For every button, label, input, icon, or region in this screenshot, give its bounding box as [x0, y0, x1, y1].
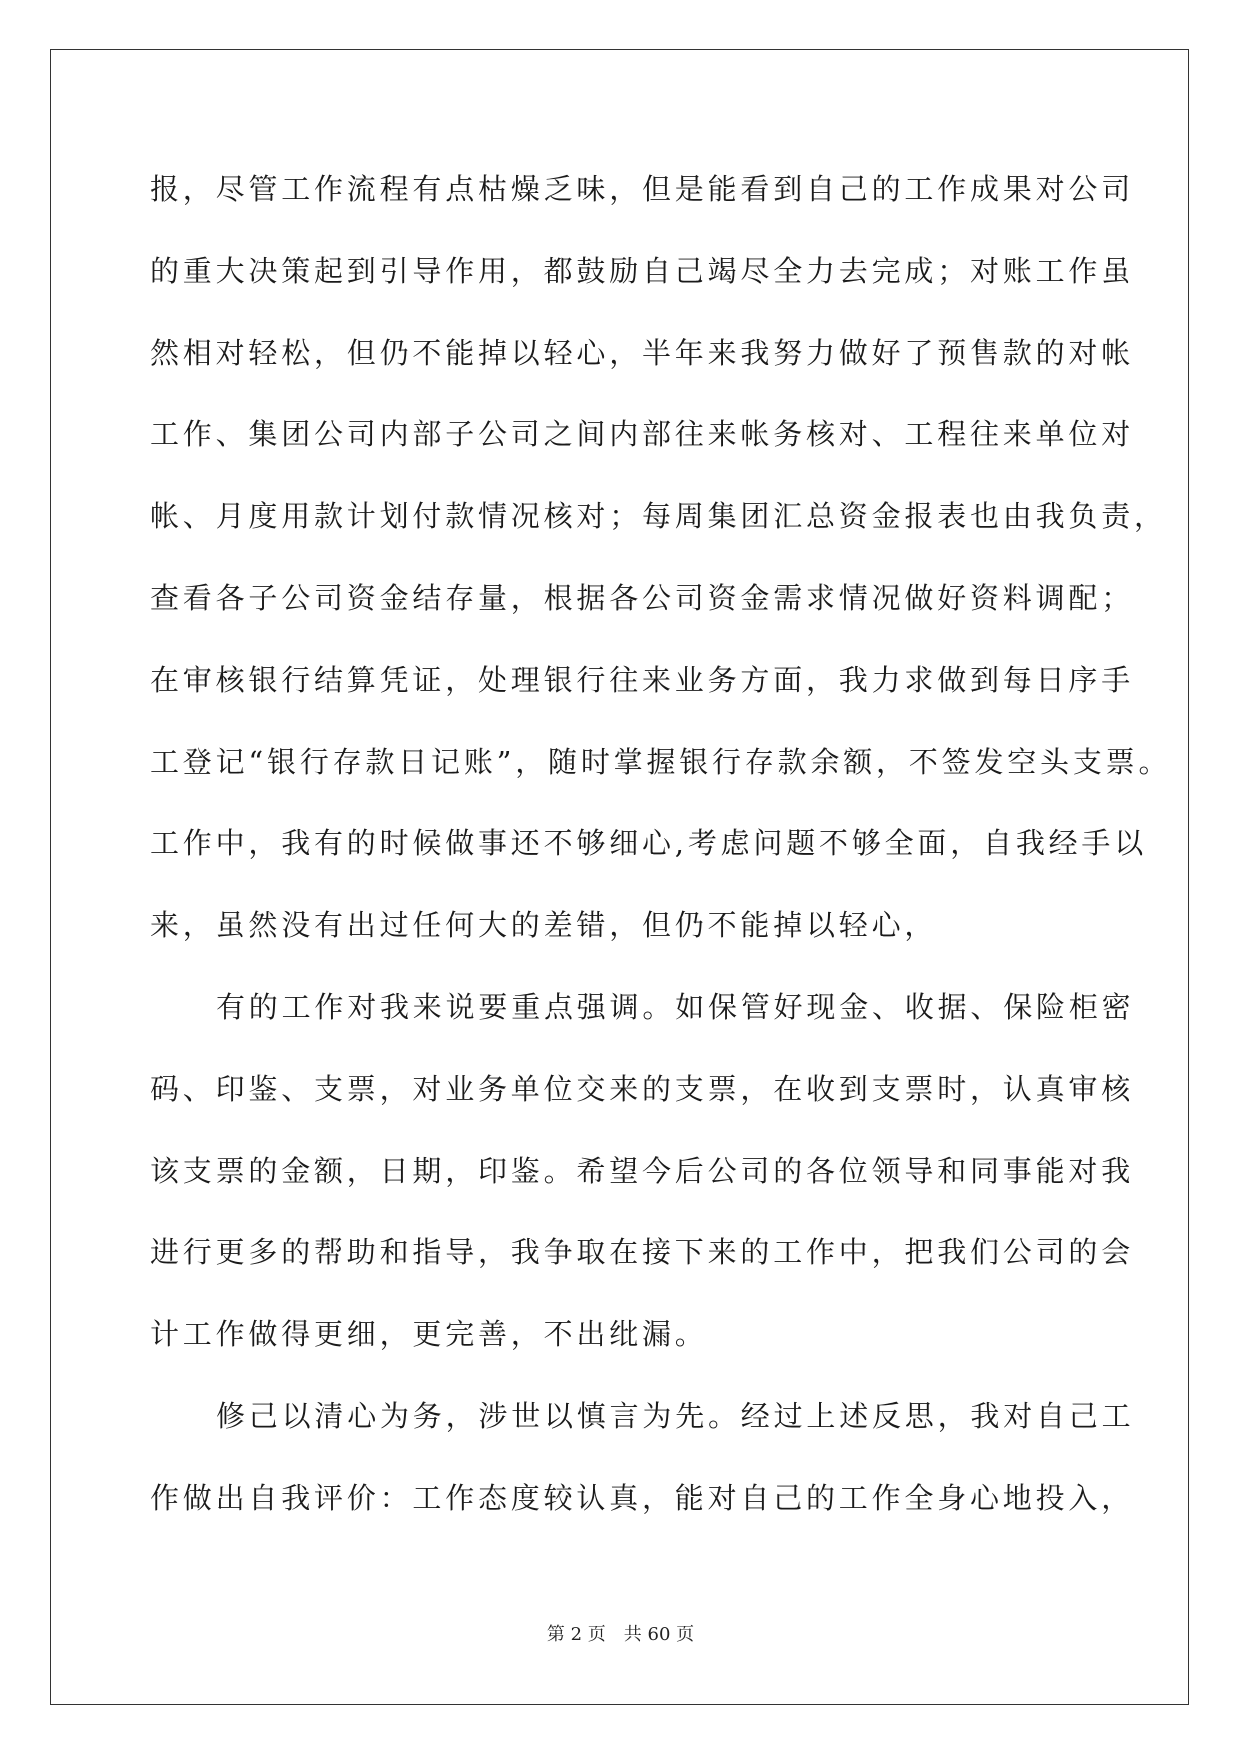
text-line: 工作、集团公司内部子公司之间内部往来帐务核对、工程往来单位对: [150, 417, 1135, 452]
text-line: 查看各子公司资金结存量，根据各公司资金需求情况做好资料调配；: [150, 580, 1135, 615]
page-number-label: 第 2 页 共 60 页: [546, 1624, 695, 1645]
document-body: [150, 160, 1172, 1551]
paragraph-first-line: 有的工作对我来说要重点强调。如保管好现金、收据、保险柜密: [216, 989, 1135, 1024]
text-line: 然相对轻松，但仍不能掉以轻心，半年来我努力做好了预售款的对帐: [150, 335, 1135, 370]
text-line: 工登记“银行存款日记账”，随时掌握银行存款余额，不签发空头支票。: [150, 744, 1172, 779]
text-line: 报，尽管工作流程有点枯燥乏味，但是能看到自己的工作成果对公司: [150, 172, 1135, 206]
paragraph-first-line: 修己以清心为务，涉世以慎言为先。经过上述反思，我对自己工: [216, 1398, 1135, 1433]
text-line: 的重大决策起到引导作用，都鼓励自己竭尽全力去完成；对账工作虽: [150, 253, 1135, 288]
page-number-footer: [0, 1620, 1241, 1646]
text-line: 工作中，我有的时候做事还不够细心,考虑问题不够全面，自我经手以: [150, 826, 1148, 861]
text-line: 该支票的金额，日期，印鉴。希望今后公司的各位领导和同事能对我: [150, 1153, 1135, 1188]
text-line: 在审核银行结算凭证，处理银行往来业务方面，我力求做到每日序手: [150, 662, 1135, 697]
text-line: 进行更多的帮助和指导，我争取在接下来的工作中，把我们公司的会: [150, 1235, 1135, 1270]
text-line: 码、印鉴、支票，对业务单位交来的支票，在收到支票时，认真审核: [150, 1071, 1135, 1106]
text-line: 作做出自我评价：工作态度较认真，能对自己的工作全身心地投入，: [150, 1480, 1135, 1515]
text-line: 计工作做得更细，更完善，不出纰漏。: [150, 1317, 708, 1352]
text-line: 帐、月度用款计划付款情况核对；每周集团汇总资金报表也由我负责，: [150, 499, 1167, 534]
text-line: 来，虽然没有出过任何大的差错，但仍不能掉以轻心，: [150, 908, 938, 943]
